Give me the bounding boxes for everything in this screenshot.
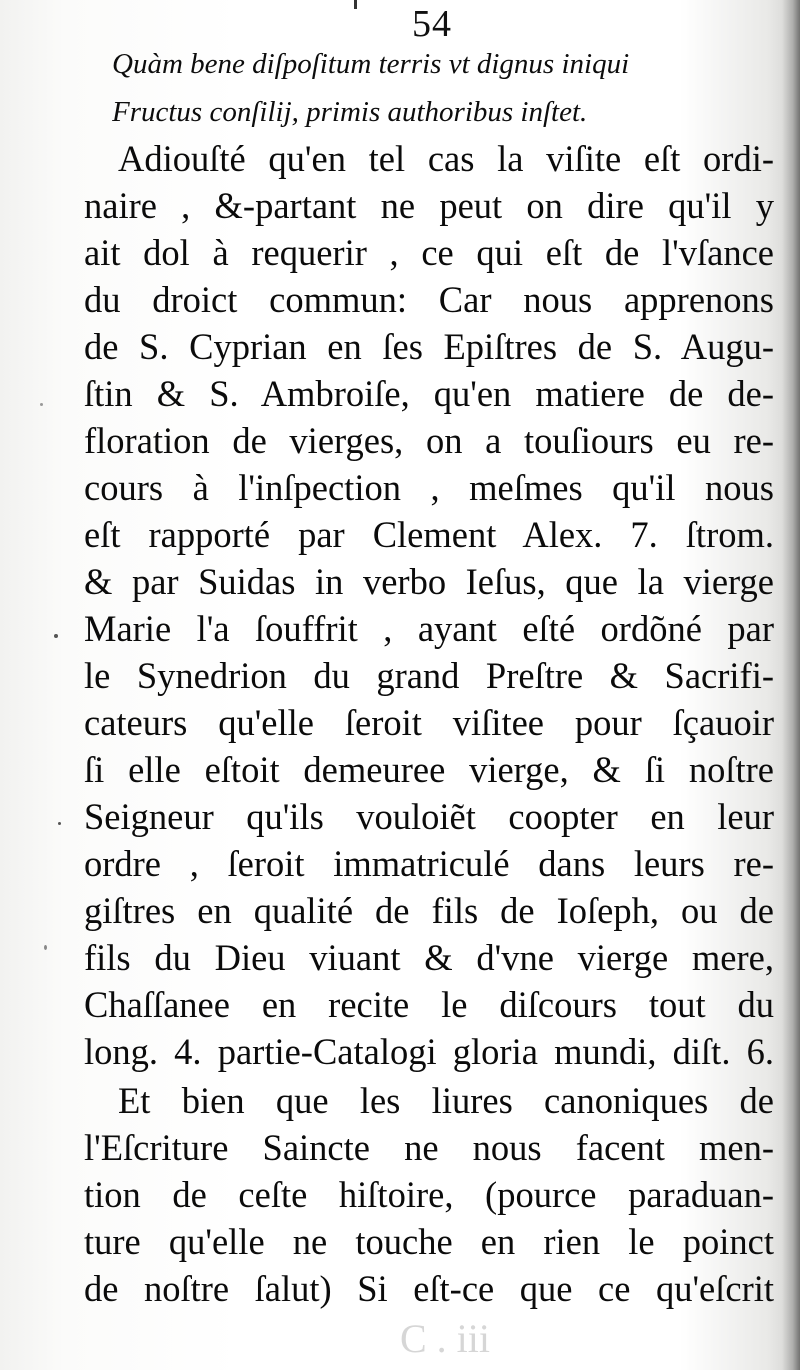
text-line-11: Marie l'a ſouffrit , ayant eſté ordõné par <box>84 608 774 649</box>
ink-speck <box>44 945 47 950</box>
text-line-22: l'Eſcriture Saincte ne nous facent men- <box>84 1127 774 1168</box>
text-line-10: & par Suidas in verbo Ieſus, que la vierge <box>84 561 774 602</box>
page-gutter-shadow <box>782 0 800 1370</box>
text-line-14: ſi elle eſtoit demeuree vierge, & ſi noſtre <box>84 749 774 790</box>
text-line-15: Seigneur qu'ils vouloiẽt coopter en leur <box>84 796 774 837</box>
text-line-23: tion de ceſte hiſtoire, (pource paraduan- <box>84 1174 774 1215</box>
epigraph-line-2: Fructus conſilij, primis authoribus inſtet. <box>112 96 588 128</box>
text-line-24: ture qu'elle ne touche en rien le poinct <box>84 1221 774 1262</box>
text-line-5: de S. Cyprian en ſes Epiſtres de S. Augu- <box>84 326 774 367</box>
text-line-12: le Synedrion du grand Preſtre & Sacrifi- <box>84 655 774 696</box>
ink-speck <box>54 634 58 638</box>
epigraph-line-1: Quàm bene diſpoſitum terris vt dignus iniqui <box>112 48 630 80</box>
text-line-6: ſtin & S. Ambroiſe, qu'en matiere de de- <box>84 373 774 414</box>
ink-speck <box>58 822 61 825</box>
text-line-21: Et bien que les liures canoniques de <box>118 1080 774 1121</box>
text-line-8: cours à l'inſpection , meſmes qu'il nous <box>84 467 774 508</box>
text-line-17: giſtres en qualité de fils de Ioſeph, ou de <box>84 890 774 931</box>
text-line-20: long. 4. partie-Catalogi gloria mundi, diſt. 6. <box>84 1031 774 1072</box>
text-line-2: naire , &-partant ne peut on dire qu'il y <box>84 185 774 226</box>
page-number: 54 <box>412 3 452 45</box>
text-line-19: Chaſſanee en recite le diſcours tout du <box>84 984 774 1025</box>
text-line-25: de noſtre ſalut) Si eſt-ce que ce qu'eſcrit <box>84 1268 774 1309</box>
text-line-9: eſt rapporté par Clement Alex. 7. ſtrom. <box>84 514 774 555</box>
text-line-7: floration de vierges, on a touſiours eu re- <box>84 420 774 461</box>
bleed-through-text: C . iii <box>400 1316 491 1361</box>
text-line-4: du droict commun: Car nous apprenons <box>84 279 774 320</box>
text-line-16: ordre , ſeroit immatriculé dans leurs re- <box>84 843 774 884</box>
text-line-3: ait dol à requerir , ce qui eſt de l'vſance <box>84 232 774 273</box>
text-line-13: cateurs qu'elle ſeroit viſitee pour ſçauoir <box>84 702 774 743</box>
text-line-18: fils du Dieu viuant & d'vne vierge mere, <box>84 937 774 978</box>
text-line-1: Adiouſté qu'en tel cas la viſite eſt ordi- <box>118 138 774 179</box>
ink-speck <box>40 403 43 406</box>
